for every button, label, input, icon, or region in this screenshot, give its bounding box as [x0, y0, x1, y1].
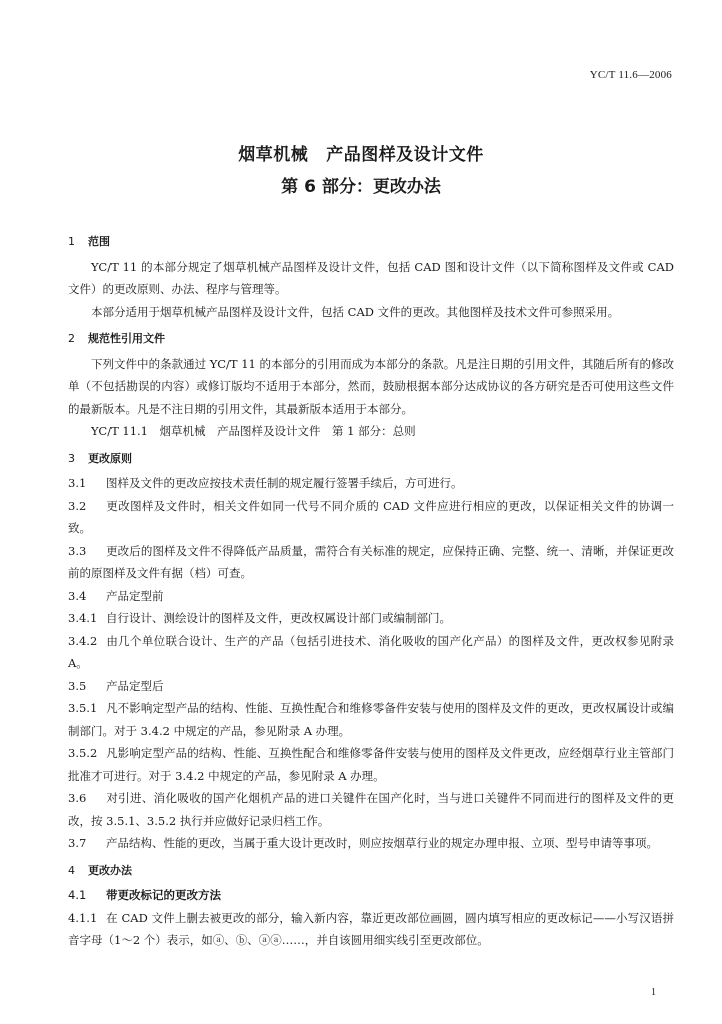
clause-3-4: [68, 585, 674, 608]
page-number: 1: [651, 987, 656, 998]
clause-3-2: [68, 495, 674, 540]
clause-text: 由几个单位联合设计、生产的产品（包括引进技术、消化吸收的国产化产品）的图样及文件，更改权参见附录 A。: [68, 633, 674, 670]
normative-reference: YC/T 11.1 烟草机械 产品图样及设计文件 第 1 部分：总则: [91, 424, 416, 438]
clause-number: 3.7: [68, 836, 87, 850]
title-part-b: 产品图样及设计文件: [326, 145, 484, 165]
clause-text: 对引进、消化吸收的国产化烟机产品的进口关键件在国产化时，当与进口关键件不同而进行的图样及文件的更改，按 3.5.1、3.5.2 执行并应做好记录归档工作。: [68, 791, 674, 828]
clause-number: 4.1: [68, 888, 87, 902]
clause-text: 图样及文件的更改应按技术责任制的规定履行签署手续后，方可进行。: [106, 476, 463, 490]
title-part-a: 烟草机械: [238, 145, 309, 165]
clause-3-5: [68, 675, 674, 698]
title-line-1: [0, 140, 722, 165]
clause-number: 3.6: [68, 791, 87, 805]
clause-3-6: [68, 787, 674, 832]
clause-number: 3.4.1: [68, 611, 98, 625]
clause-number: 3.5: [68, 678, 87, 693]
clause-text: 凡影响定型产品的结构、性能、互换性配合和维修零备件安装与使用的图样及文件更改，应经烟草行业主管部门批准才可进行。对于 3.4.2 中规定的产品，参见附录 A 办理。: [68, 746, 674, 783]
clause-text: 在 CAD 文件上删去被更改的部分，输入新内容，靠近更改部位画圆，圆内填写相应的更改标记——小写汉语拼音字母（1～2 个）表示，如ⓐ、ⓑ、ⓐⓐ……，并自该圆用细实线引至更改部位。: [68, 910, 674, 947]
clause-3-3: [68, 540, 674, 585]
section-2-paragraph: 下列文件中的条款通过 YC/T 11 的本部分的引用而成为本部分的条款。凡是注日期的引用文件，其随后所有的修改单（不包括勘误的内容）或修订版均不适用于本部分，然而，鼓励根据本部分达成协议的各方研究是否可使用这些文件的最新版本。凡是不注日期的引用文件，其最新版本适用于本部分。: [68, 356, 674, 416]
clause-number: 3.2: [68, 498, 87, 513]
section-title: 范围: [88, 235, 110, 248]
clause-3-1: [68, 472, 674, 495]
title-line-2: 第 6 部分：更改办法: [281, 177, 441, 197]
clause-3-7: [68, 832, 674, 855]
section-2-heading: [68, 328, 674, 351]
clause-number: 3.5.1: [68, 701, 98, 715]
section-number: 3: [68, 451, 75, 465]
clause-text: 产品定型前: [106, 588, 164, 603]
section-title: 更改原则: [88, 451, 132, 465]
clause-number: 4.1.1: [68, 910, 98, 925]
clause-number: 3.1: [68, 476, 87, 490]
clause-heading: 带更改标记的更改方法: [106, 888, 221, 902]
clause-number: 3.4.2: [68, 633, 98, 648]
clause-4-1-1: [68, 907, 674, 952]
document-body: [68, 226, 674, 952]
section-number: 2: [68, 332, 75, 345]
section-1-paragraph-2: 本部分适用于烟草机械产品图样及设计文件，包括 CAD 文件的更改。其他图样及技术文件可参照采用。: [91, 304, 620, 319]
section-number: 1: [68, 235, 75, 248]
clause-number: 3.3: [68, 543, 87, 558]
section-title: 规范性引用文件: [88, 332, 165, 345]
clause-3-4-1: [68, 607, 674, 630]
clause-text: 更改后的图样及文件不得降低产品质量，需符合有关标准的规定，应保持正确、完整、统一、清晰，并保证更改前的原图样及文件有据（档）可查。: [68, 543, 674, 580]
clause-4-1-heading: [68, 884, 674, 907]
document-title: [0, 140, 722, 197]
clause-text: 更改图样及文件时，相关文件如同一代号不同介质的 CAD 文件应进行相应的更改，以保证相关文件的协调一致。: [68, 498, 674, 535]
standard-number: YC/T 11.6—2006: [589, 69, 672, 81]
clause-3-5-1: [68, 697, 674, 742]
section-title: 更改办法: [88, 863, 132, 877]
section-4-heading: [68, 860, 674, 883]
section-3-heading: [68, 448, 674, 471]
section-number: 4: [68, 863, 75, 877]
clause-number: 3.5.2: [68, 746, 98, 760]
section-1-heading: [68, 231, 674, 254]
clause-3-4-2: [68, 630, 674, 675]
clause-text: 自行设计、测绘设计的图样及文件，更改权属设计部门或编制部门。: [106, 611, 451, 625]
clause-text: 凡不影响定型产品的结构、性能、互换性配合和维修零备件安装与使用的图样及文件的更改，更改权属设计或编制部门。对于 3.4.2 中规定的产品，参见附录 A 办理。: [68, 701, 674, 738]
section-1-paragraph-1: YC/T 11 的本部分规定了烟草机械产品图样及设计文件，包括 CAD 图和设计文件（以下简称图样及文件或 CAD 文件）的更改原则、办法、程序与管理等。: [68, 259, 674, 296]
clause-text: 产品结构、性能的更改，当属于重大设计更改时，则应按烟草行业的规定办理申报、立项、型号申请等事项。: [106, 836, 658, 850]
clause-text: 产品定型后: [106, 678, 164, 693]
clause-number: 3.4: [68, 588, 87, 603]
clause-3-5-2: [68, 742, 674, 787]
